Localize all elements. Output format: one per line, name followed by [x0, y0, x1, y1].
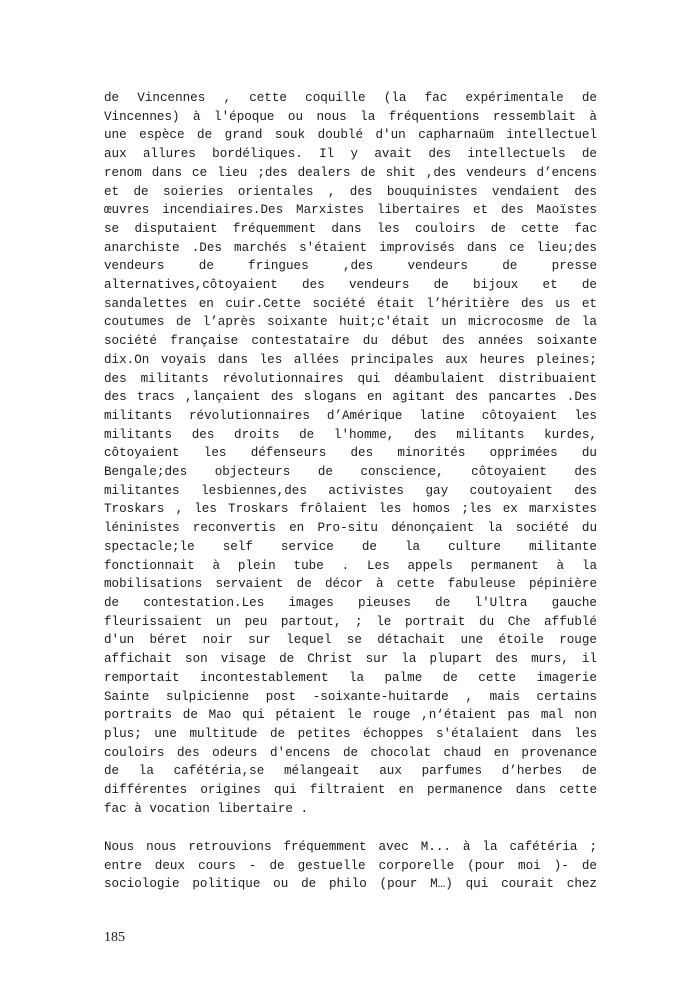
- text-line: une espèce de grand souk doublé d'un capharnaüm intellectuel: [104, 128, 597, 143]
- text-line: portraits de Mao qui pétaient le rouge ,n‘étaient pas mal non: [104, 708, 597, 723]
- text-line: spectacle;le self service de la culture militante: [104, 539, 597, 554]
- text-line: entre deux cours - de gestuelle corporelle (pour moi )- de: [104, 858, 597, 873]
- text-line: Troskars , les Troskars frôlaient les homos ;les ex marxistes: [104, 502, 597, 517]
- text-line: des tracs ,lançaient des slogans en agitant des pancartes .Des: [104, 390, 597, 405]
- paragraph-cafeteria: [104, 838, 597, 894]
- text-line: se disputaient fréquemment dans les couloirs de cette fac: [104, 221, 597, 236]
- text-line: fac à vocation libertaire .: [104, 801, 309, 816]
- text-line: société française contestataire du début des années soixante: [104, 334, 597, 349]
- text-line: mobilisations servaient de décor à cette fabuleuse pépinière: [104, 577, 597, 592]
- text-line: dix.On voyais dans les allées principales aux heures pleines;: [104, 352, 597, 367]
- text-line: plus; une multitude de petites échoppes s'étalaient dans les: [104, 726, 597, 741]
- text-line: renom dans ce lieu ;des dealers de shit ,des vendeurs d’encens: [104, 165, 597, 180]
- text-line: sandalettes en cuir.Cette société était l’héritière des us et: [104, 296, 597, 311]
- text-line: de contestation.Les images pieuses de l'Ultra gauche: [104, 595, 597, 610]
- text-line: léninistes reconvertis en Pro-situ dénonçaient la société du: [104, 521, 597, 536]
- text-line: anarchiste .Des marchés s'étaient improvisés dans ce lieu;des: [104, 240, 597, 255]
- text-line: côtoyaient les défenseurs des minorités opprimées du: [104, 446, 597, 461]
- text-line: d'un béret noir sur lequel se détachait une étoile rouge: [104, 633, 597, 648]
- text-line: remportait incontestablement la palme de cette imagerie: [104, 670, 597, 685]
- text-line: Vincennes) à l'époque ou nous la fréquentions ressemblait à: [104, 109, 597, 124]
- text-line: coutumes de l’après soixante huit;c'était un microcosme de la: [104, 315, 597, 330]
- text-line: fonctionnait à plein tube . Les appels permanent à la: [104, 558, 597, 573]
- text-line: couloirs des odeurs d'encens de chocolat chaud en provenance: [104, 745, 597, 760]
- text-line: de la cafétéria,se mélangeait aux parfumes d’herbes de: [104, 764, 597, 779]
- text-line: de Vincennes , cette coquille (la fac expérimentale de: [104, 91, 597, 105]
- text-line: Sainte sulpicienne post -soixante-huitarde , mais certains: [104, 689, 597, 704]
- text-line: sociologie politique ou de philo (pour M…) qui courait chez: [104, 877, 597, 892]
- text-line: aux allures bordéliques. Il y avait des intellectuels de: [104, 147, 597, 162]
- text-line: militantes lesbiennes,des activistes gay coutoyaient des: [104, 483, 597, 498]
- text-line: et de soieries orientales , des bouquinistes vendaient des: [104, 184, 597, 199]
- text-line: militants révolutionnaires d’Amérique latine côtoyaient les: [104, 408, 597, 423]
- text-line: Bengale;des objecteurs de conscience, côtoyaient des: [104, 465, 597, 480]
- text-line: vendeurs de fringues ,des vendeurs de presse: [104, 259, 597, 274]
- text-line: des militants révolutionnaires qui déambulaient distribuaient: [104, 371, 597, 386]
- text-line: militants des droits de l'homme, des militants kurdes,: [104, 427, 597, 442]
- paragraph-vincennes: [104, 89, 597, 818]
- text-line: Nous nous retrouvions fréquemment avec M... à la cafétéria ;: [104, 840, 597, 854]
- text-line: alternatives,côtoyaient des vendeurs de bijoux et de: [104, 278, 597, 293]
- page-number: 185: [104, 930, 125, 945]
- text-line: fleurissaient un peu partout, ; le portrait du Che affublé: [104, 614, 597, 629]
- text-line: œuvres incendiaires.Des Marxistes libertaires et des Maoïstes: [104, 203, 597, 218]
- text-line: différentes origines qui filtraient en permanence dans cette: [104, 783, 597, 798]
- text-line: affichait son visage de Christ sur la plupart des murs, il: [104, 652, 597, 667]
